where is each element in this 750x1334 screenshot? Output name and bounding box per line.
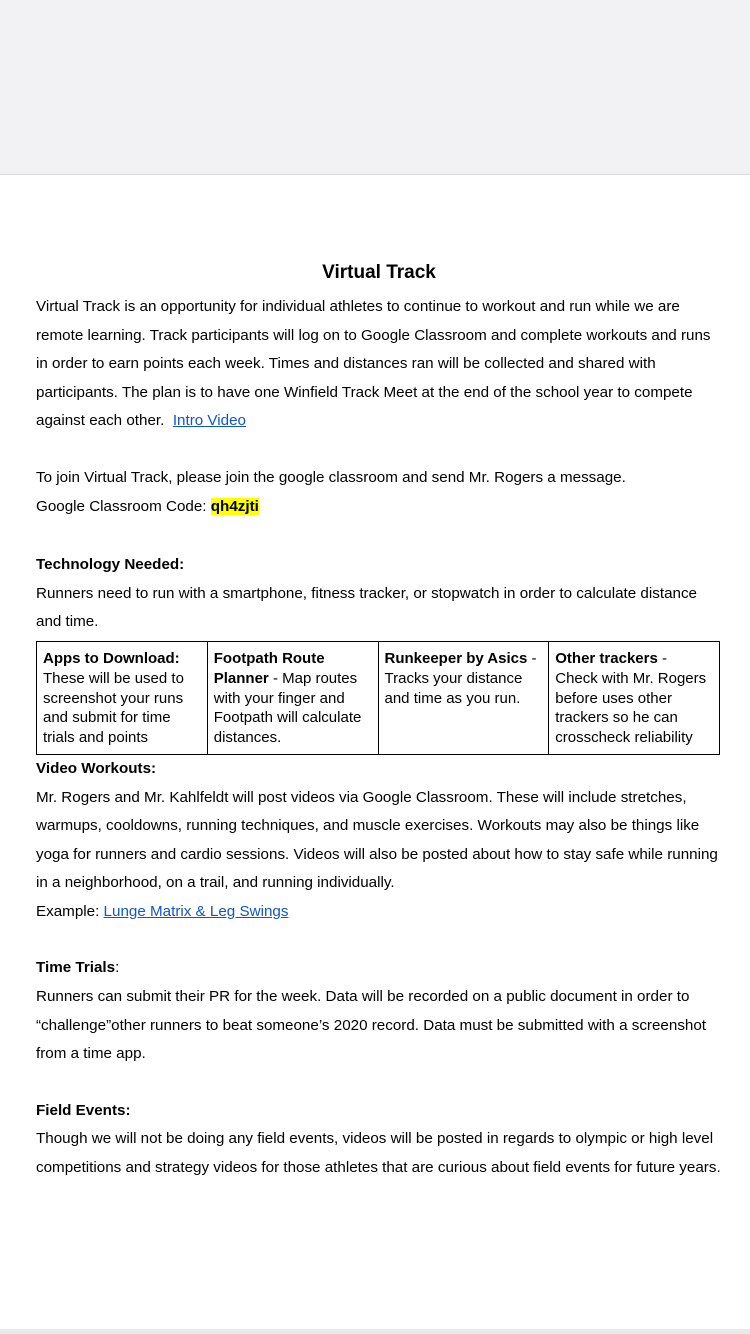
apps-cell-download [37,641,208,754]
time-trials-colon: : [115,959,120,977]
classroom-code-line [36,493,722,522]
apps-cell-title: Footpath Route Planner [213,649,325,687]
lunge-matrix-link[interactable]: Lunge Matrix & Leg Swings [103,902,289,920]
intro-video-link[interactable]: Intro Video [172,412,246,430]
apps-cell-text: These will be used to screenshot your runs and submit for time trials and points [43,669,184,747]
video-example-line [36,898,722,927]
document-content [36,259,722,1183]
classroom-code-value: qh4zjti [210,497,259,515]
bottom-divider [0,1329,750,1334]
time-trials-body: Runners can submit their PR for the week. Data will be recorded on a public document in order to “challenge”other runners to beat someone’s 2020 record. Data must be submitted with a screenshot from a time app. [36,988,707,1063]
video-body: Mr. Rogers and Mr. Kahlfeldt will post videos via Google Classroom. These will include stretches, warmups, cooldowns, running techniques, and muscle exercises. Workouts may also be things like yoga for runners and cardio sessions. Videos will also be posted about how to stay safe while running in a neighborhood, on a trail, and running individually. [36,788,718,892]
apps-cell-title: Runkeeper by Asics [384,649,528,667]
apps-cell-other [549,641,720,754]
intro-text: Virtual Track is an opportunity for individual athletes to continue to workout and run while we are remote learning. Track participants will log on to Google Classroom and complete workouts and runs in order to earn points each week. Times and distances ran will be collected and shared with participants. The plan is to have one Winfield Track Meet at the end of the school year to compete against each other. [36,298,711,430]
intro-paragraph [36,293,722,436]
tech-heading: Technology Needed: [36,556,185,574]
video-heading: Video Workouts: [36,759,157,777]
apps-cell-title: Other trackers [555,649,658,667]
apps-cell-title: Apps to Download: [43,649,180,667]
tech-body: Runners need to run with a smartphone, fitness tracker, or stopwatch in order to calculate distance and time. [36,584,698,631]
field-events-heading: Field Events: [36,1101,131,1119]
apps-cell-text: - Check with Mr. Rogers before uses other trackers so he can crosscheck reliability [555,649,707,747]
classroom-code-label: Google Classroom Code: [36,497,207,515]
apps-cell-text: - Tracks your distance and time as you run. [384,649,537,707]
join-paragraph: To join Virtual Track, please join the google classroom and send Mr. Rogers a message. [36,468,626,486]
apps-table-row [37,641,720,754]
time-trials-heading-line [36,954,722,983]
field-events-body: Though we will not be doing any field events, videos will be posted in regards to olympic or high level competitions and strategy videos for those athletes that are curious about field events for future years. [36,1130,721,1177]
apps-cell-text: - Map routes with your finger and Footpath will calculate distances. [213,669,362,747]
apps-table [36,641,720,755]
apps-cell-footpath [207,641,378,754]
time-trials-heading: Time Trials [36,959,116,977]
apps-cell-runkeeper [378,641,549,754]
document-title: Virtual Track [322,262,436,283]
document-page [0,174,750,1331]
video-example-label: Example: [36,902,100,920]
